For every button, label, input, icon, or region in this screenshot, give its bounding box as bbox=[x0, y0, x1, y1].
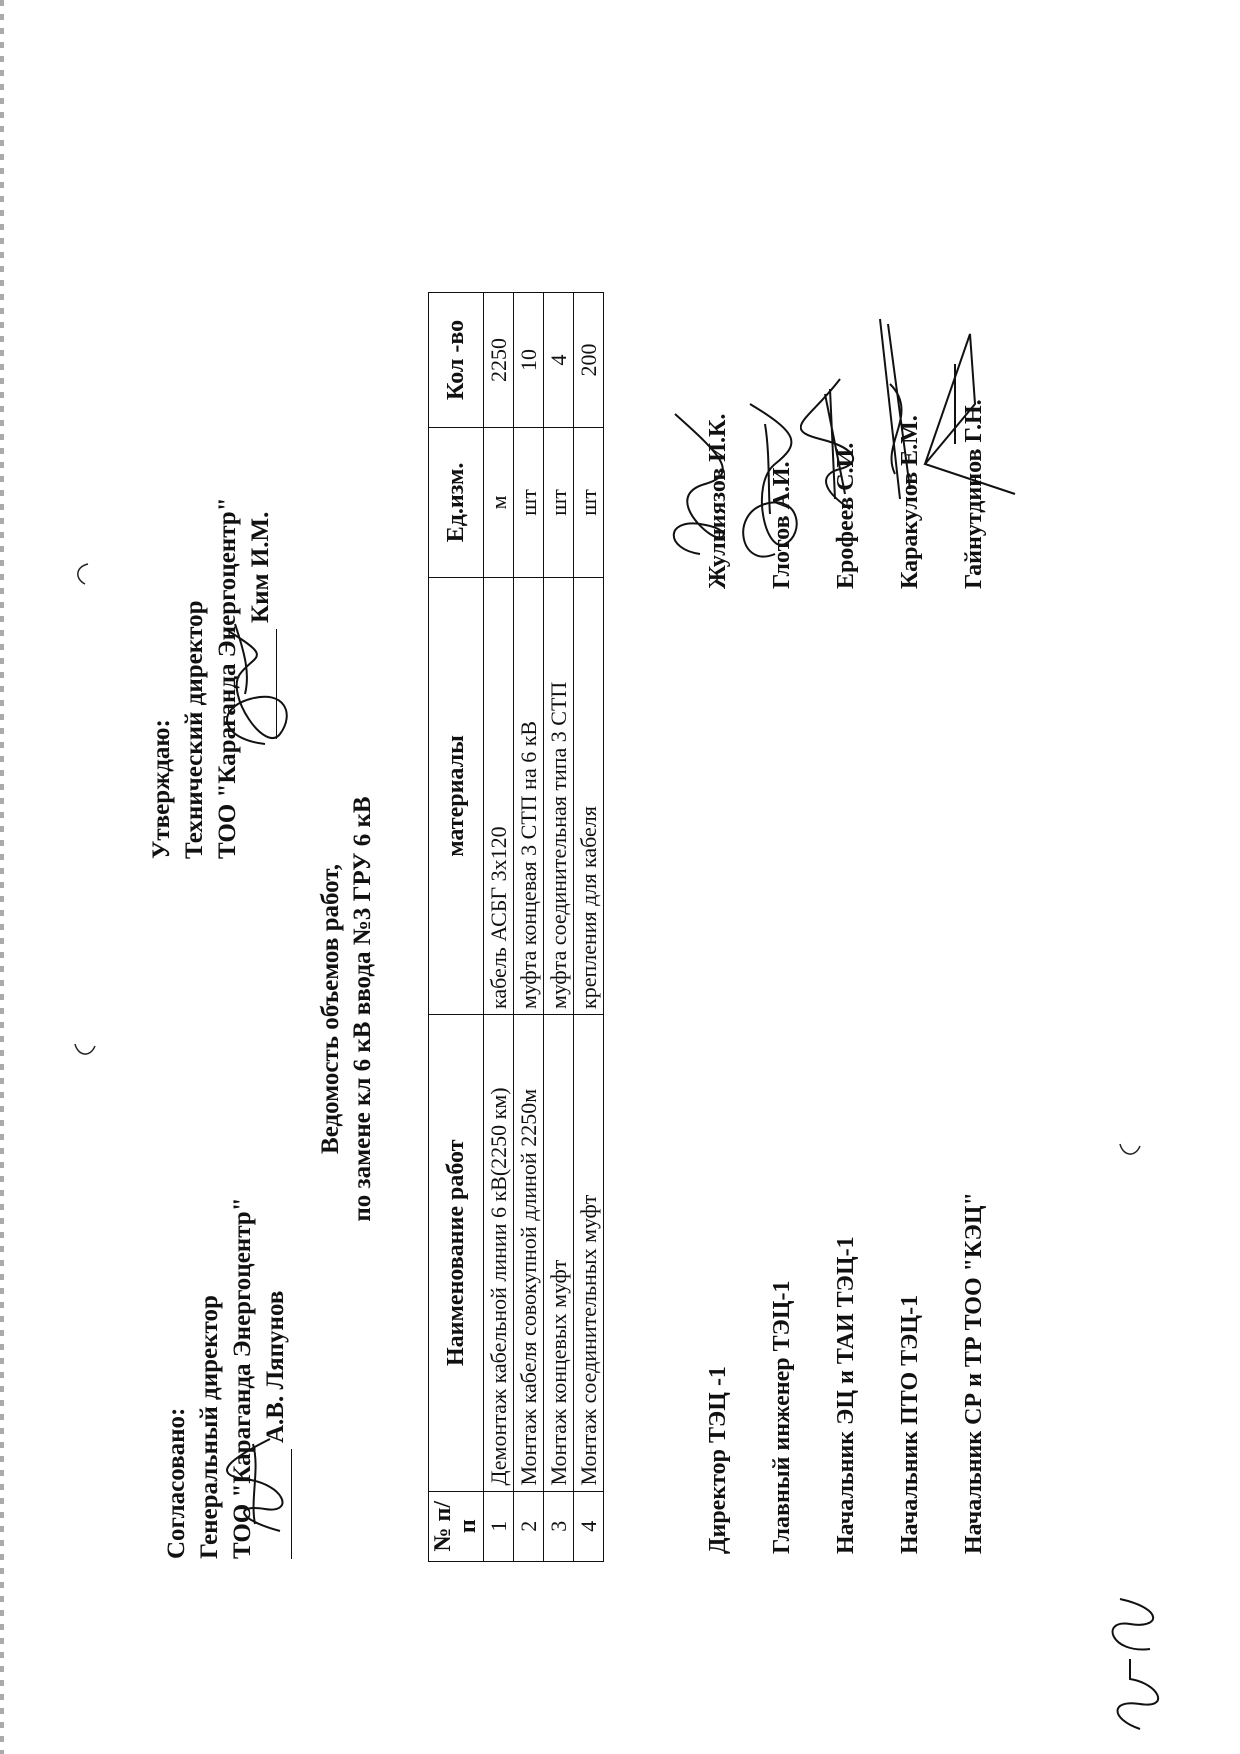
signer-name: Глотов А.И. bbox=[769, 461, 795, 589]
signer-position: Начальник ПТО ТЭЦ-1 bbox=[897, 1294, 923, 1554]
sr-tr-head-signature bbox=[915, 324, 1025, 524]
signer-name: Жулниязов И.К. bbox=[705, 413, 731, 589]
header-qty: Кол -во bbox=[429, 293, 484, 428]
row-unit: м bbox=[484, 427, 514, 577]
header-unit: Ед.изм. bbox=[429, 427, 484, 577]
approved-label: Утверждаю: bbox=[148, 719, 175, 859]
row-qty: 2250 bbox=[484, 293, 514, 428]
table-row bbox=[544, 293, 574, 1562]
row-name: Монтаж концевых муфт bbox=[544, 1014, 574, 1491]
agreed-org: ТОО "Караганда Энергоцентр" bbox=[229, 1197, 256, 1559]
director-signature bbox=[660, 404, 730, 564]
approved-position: Технический директор bbox=[181, 600, 208, 859]
signer-position: Начальник ЭЦ и ТАИ ТЭЦ-1 bbox=[833, 1236, 859, 1554]
row-material: крепления для кабеля bbox=[574, 578, 604, 1015]
table-header-row bbox=[429, 293, 484, 1562]
header-num: № п/п bbox=[429, 1491, 484, 1561]
signer-row bbox=[897, 354, 961, 1554]
signer-row bbox=[961, 354, 1025, 1554]
approved-org: ТОО "Караганда Энергоцентр" bbox=[214, 497, 241, 859]
row-qty: 200 bbox=[574, 293, 604, 428]
document-subtitle: по замене кл 6 кВ ввода №3 ГРУ 6 кВ bbox=[349, 796, 376, 1222]
header-materials: материалы bbox=[429, 578, 484, 1015]
table-row bbox=[574, 293, 604, 1562]
signer-position: Главный инженер ТЭЦ-1 bbox=[769, 1280, 795, 1554]
signer-name: Гайнутдинов Г.Н. bbox=[961, 399, 987, 589]
agreed-signature bbox=[225, 1429, 295, 1539]
row-material: муфта соединительная типа 3 СТП bbox=[544, 578, 574, 1015]
row-unit: шт bbox=[514, 427, 544, 577]
row-unit: шт bbox=[544, 427, 574, 577]
row-name: Монтаж соединительных муфт bbox=[574, 1014, 604, 1491]
agreed-position: Генеральный директор bbox=[196, 1295, 223, 1559]
signer-row bbox=[833, 354, 897, 1554]
row-name: Монтаж кабеля совокупной длиной 2250м bbox=[514, 1014, 544, 1491]
signer-name: Каракулов Е.М. bbox=[897, 415, 923, 589]
works-table bbox=[428, 292, 604, 1562]
row-qty: 4 bbox=[544, 293, 574, 428]
row-num: 4 bbox=[574, 1491, 604, 1561]
row-qty: 10 bbox=[514, 293, 544, 428]
document-title: Ведомость объемов работ, bbox=[317, 864, 344, 1154]
table-row bbox=[514, 293, 544, 1562]
chief-engineer-signature bbox=[730, 394, 810, 574]
header-name: Наименование работ bbox=[429, 1014, 484, 1491]
row-material: кабель АСБГ 3х120 bbox=[484, 578, 514, 1015]
agreed-name: А.В. Ляпунов bbox=[262, 1290, 289, 1443]
row-name: Демонтаж кабельной линии 6 кВ(2250 км) bbox=[484, 1014, 514, 1491]
scan-mark bbox=[70, 1034, 100, 1064]
row-material: муфта концевая 3 СТП на 6 кВ bbox=[514, 578, 544, 1015]
corner-signature bbox=[1090, 1589, 1180, 1739]
row-num: 2 bbox=[514, 1491, 544, 1561]
signer-position: Директор ТЭЦ -1 bbox=[705, 1366, 731, 1554]
agreed-label: Согласовано: bbox=[163, 1407, 190, 1559]
row-num: 1 bbox=[484, 1491, 514, 1561]
table-row bbox=[484, 293, 514, 1562]
signer-name: Ерофеев С.И. bbox=[833, 442, 859, 589]
signer-position: Начальник СР и ТР ТОО "КЭЦ" bbox=[961, 1192, 987, 1554]
approved-signature bbox=[205, 614, 300, 754]
row-unit: шт bbox=[574, 427, 604, 577]
scan-mark bbox=[70, 559, 100, 589]
row-num: 3 bbox=[544, 1491, 574, 1561]
scan-mark bbox=[1115, 1134, 1145, 1164]
approved-name: Ким И.М. bbox=[247, 511, 274, 623]
